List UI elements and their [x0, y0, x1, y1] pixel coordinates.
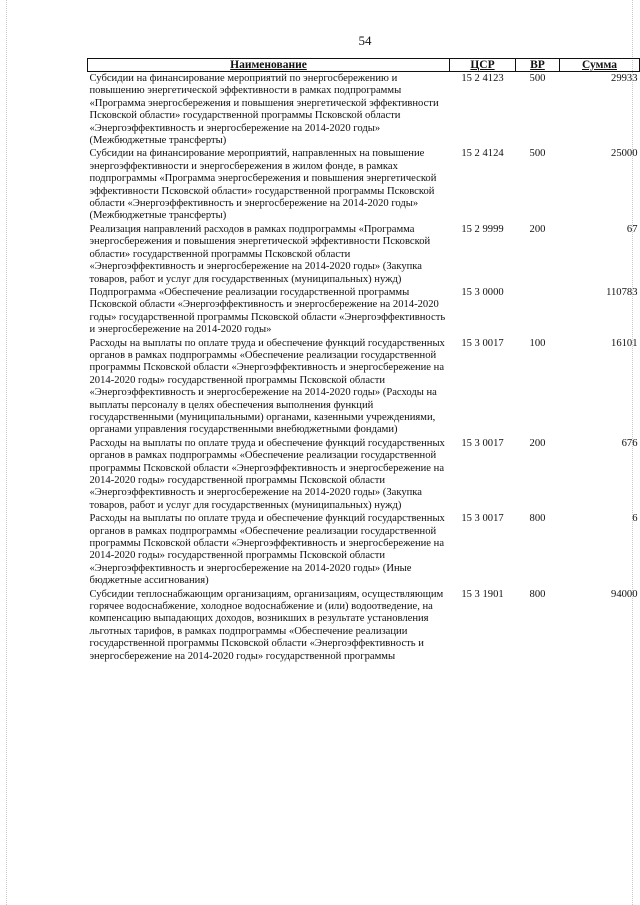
- row-vr: 800: [529, 588, 546, 600]
- table-row: [88, 337, 640, 437]
- row-vr: 800: [529, 513, 546, 525]
- row-csr: 15 3 1901: [461, 588, 504, 600]
- row-sum: 110783: [606, 286, 638, 298]
- row-sum: 94000: [611, 588, 638, 600]
- scan-edge-left: [6, 0, 7, 905]
- row-csr: 15 3 0017: [461, 437, 504, 449]
- row-name: Подпрограмма «Обеспечение реализации государственной программы Псковской области «Энергоэффективность и энергосбережение на 2014-2020 годы» государственной программы Псковской области «Энергоэффективность и энергосбережение на 2014-2020 годы»: [89, 286, 446, 336]
- row-csr: 15 3 0017: [461, 337, 504, 349]
- row-csr: 15 3 0017: [461, 513, 504, 525]
- row-vr: 100: [529, 337, 546, 349]
- row-sum: 25000: [611, 148, 638, 160]
- row-name: Расходы на выплаты по оплате труда и обеспечение функций государственных органов в рамках подпрограммы «Обеспечение реализации государственной программы Псковской области «Энергоэффективность и энергосбережение на 2014-2020 годы» государственной программы Псковской области «Энергоэффективность и энергосбережение на 2014-2020 годы» (Иные бюджетные ассигнования): [89, 513, 445, 587]
- row-name: Субсидии на финансирование мероприятий по энергосбережению и повышению энергетической эффективности в рамках подпрограммы «Программа энергосбережения и повышения энергетической эффективности Псковской области» государственной программы Псковской области «Энергоэффективность и энергосбережение на 2014-2020 годы» (Межбюджетные трансферты): [89, 73, 439, 147]
- header-sum: Сумма: [560, 59, 640, 72]
- row-sum: 6: [632, 513, 638, 525]
- row-sum: 16101: [611, 337, 638, 349]
- header-csr: ЦСР: [450, 59, 516, 72]
- table-row: [88, 588, 640, 663]
- row-sum: 67: [626, 223, 638, 235]
- row-name: Реализация направлений расходов в рамках подпрограммы «Программа энергосбережения и повышения энергетической эффективности Псковской области» государственной программы Псковской области «Энергоэффективность и энергосбережение на 2014-2020 годы» (Закупка товаров, работ и услуг для государственных (муниципальных) нужд): [89, 223, 431, 285]
- row-csr: 15 2 4123: [461, 73, 504, 84]
- row-vr: 500: [529, 73, 546, 84]
- row-csr: 15 2 4124: [461, 148, 504, 160]
- row-name: Расходы на выплаты по оплате труда и обеспечение функций государственных органов в рамках подпрограммы «Обеспечение реализации государственной программы Псковской области «Энергоэффективность и энергосбережение на 2014-2020 годы» государственной программы Псковской области «Энергоэффективность и энергосбережение на 2014-2020 годы» (Закупка товаров, работ и услуг для государственных (муниципальных) нужд): [89, 437, 445, 511]
- table-row: [88, 286, 640, 337]
- table-header-row: [88, 59, 640, 72]
- table-row: [88, 72, 640, 148]
- row-vr: 200: [529, 437, 546, 449]
- table-row: [88, 437, 640, 512]
- table-row: [88, 147, 640, 222]
- row-name: Субсидии теплоснабжающим организациям, организациям, осуществляющим горячее водоснабжение, холодное водоснабжение и (или) водоотведение, на компенсацию выпадающих доходов, возникших в результате установления льготных тарифов, в рамках подпрограммы «Обеспечение реализации государственной программы Псковской области «Энергоэффективность и энергосбережение на 2014-2020 годы» государственной программы: [89, 588, 444, 662]
- row-csr: 15 2 9999: [461, 223, 504, 235]
- table-row: [88, 512, 640, 587]
- row-sum: 29933: [611, 73, 638, 84]
- row-name: Субсидии на финансирование мероприятий, направленных на повышение энергоэффективности и энергосбережения в жилом фонде, в рамках подпрограммы «Программа энергосбережения и повышения энергетической эффективности Псковской области» государственной программы Псковской области «Энергоэффективность и энергосбережение на 2014-2020 годы» (Межбюджетные трансферты): [89, 148, 437, 222]
- row-csr: 15 3 0000: [461, 286, 504, 298]
- row-vr: [516, 286, 560, 337]
- row-sum: 676: [621, 437, 638, 449]
- header-name: Наименование: [88, 59, 450, 72]
- row-name: Расходы на выплаты по оплате труда и обеспечение функций государственных органов в рамках подпрограммы «Обеспечение реализации государственной программы Псковской области «Энергоэффективность и энергосбережение на 2014-2020 годы» государственной программы Псковской области «Энергоэффективность и энергосбережение на 2014-2020 годы» (Расходы на выплаты персоналу в целях обеспечения выполнения функций государственными (муниципальными) органами, казенными учреждениями, органами управления государственными внебюджетными фондами): [89, 337, 445, 436]
- row-vr: 500: [529, 148, 546, 160]
- budget-table: [87, 58, 640, 663]
- row-vr: 200: [529, 223, 546, 235]
- header-vr: ВР: [516, 59, 560, 72]
- page-number: 54: [358, 33, 372, 48]
- table-row: [88, 223, 640, 286]
